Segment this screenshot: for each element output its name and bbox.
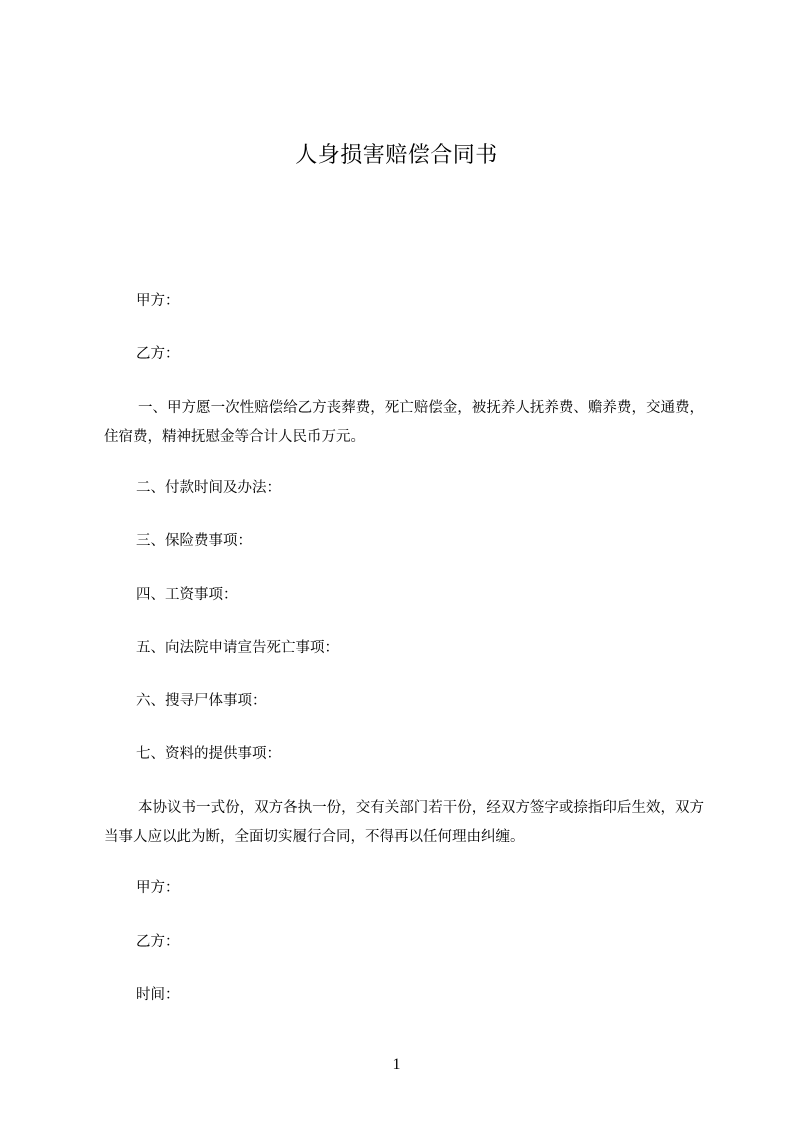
clause-5-court-application: 五、向法院申请宣告死亡事项：	[136, 640, 339, 656]
party-a-label: 甲方：	[136, 293, 180, 309]
closing-paragraph: 本协议书一式份，双方各执一份，交有关部门若干份，经双方签字或捺指印后生效，双方当事人应以此为断，全面切实履行合同，不得再以任何理由纠缠。	[104, 800, 704, 845]
sign-party-b-label: 乙方：	[136, 934, 180, 950]
page-number: 1	[392, 1056, 401, 1073]
clause-7-documents: 七、资料的提供事项：	[136, 746, 281, 762]
clause-2-payment: 二、付款时间及办法：	[136, 480, 281, 496]
party-b-label: 乙方：	[136, 346, 180, 362]
sign-time-label: 时间：	[136, 987, 180, 1003]
sign-party-a-label: 甲方：	[136, 880, 180, 896]
clause-3-insurance: 三、保险费事项：	[136, 533, 252, 549]
document-title: 人身损害赔偿合同书	[295, 143, 498, 168]
clause-6-body-search: 六、搜寻尸体事项：	[136, 693, 267, 709]
clause-4-wages: 四、工资事项：	[136, 587, 238, 603]
clause-1-compensation: 一、甲方愿一次性赔偿给乙方丧葬费，死亡赔偿金，被抚养人抚养费、赡养费，交通费，住宿费，精神抚慰金等合计人民币万元。	[104, 400, 704, 445]
